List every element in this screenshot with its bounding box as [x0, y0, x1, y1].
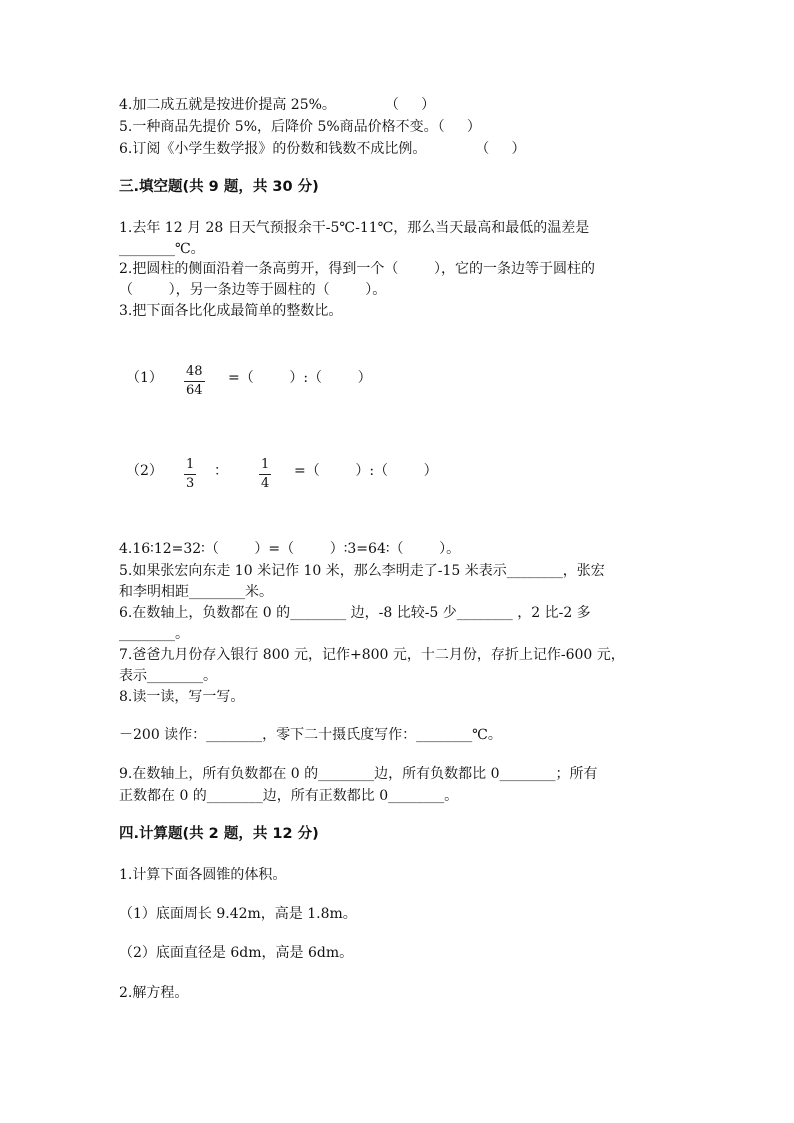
fill-question-6-line1: 6.在数轴上，负数都在 0 的________ 边，-8 比较-5 少________ ，2 比-2 多	[119, 605, 591, 621]
fill-question-4: 4.16∶12=32∶（ ）=（ ）∶3=64∶（ ）。	[119, 541, 461, 557]
fill-question-8: 8.读一读，写一写。	[119, 689, 245, 705]
ratio-part1-fraction	[184, 364, 205, 399]
calc-question-1-part2: （2）底面直径是 6dm，高是 6dm。	[119, 945, 354, 961]
fill-question-1-line2: ________℃。	[119, 241, 205, 257]
fraction-numerator: 48	[186, 364, 203, 379]
ratio-part2-colon: ：	[214, 463, 228, 479]
judge-question-5: 5.一种商品先提价 5%，后降价 5%商品价格不变。（ ）	[119, 119, 481, 135]
judge-question-4: 4.加二成五就是按进价提高 25%。 （ ）	[119, 97, 436, 113]
section-title-calculation: 四.计算题(共 2 题，共 12 分)	[119, 826, 319, 842]
ratio-part1-answer: =（ ）:（ ）	[228, 370, 372, 386]
fill-question-7-line1: 7.爸爸九月份存入银行 800 元，记作+800 元，十二月份，存折上记作-600 元，	[119, 647, 625, 663]
fraction-bar	[184, 474, 196, 475]
ratio-part2-answer: =（ ）:（ ）	[294, 463, 438, 479]
ratio-part2-fraction-a	[184, 457, 196, 492]
fill-question-9-line1: 9.在数轴上，所有负数都在 0 的________边，所有负数都比 0________；所有	[119, 766, 598, 782]
calc-question-1-part1: （1）底面周长 9.42m，高是 1.8m。	[119, 906, 357, 922]
ratio-part2-label: （2）	[126, 463, 163, 479]
fraction-denominator: 3	[186, 476, 195, 491]
fill-question-6-line2: ________。	[119, 626, 189, 642]
fill-question-5-line1: 5.如果张宏向东走 10 米记作 10 米，那么李明走了-15 米表示________，张宏	[119, 563, 605, 579]
fill-question-3: 3.把下面各比化成最简单的整数比。	[119, 303, 343, 319]
fraction-numerator: 1	[261, 457, 270, 472]
fill-question-2-line1: 2.把圆柱的侧面沿着一条高剪开，得到一个（ ），它的一条边等于圆柱的	[119, 261, 595, 277]
fill-question-8-blanks: －200 读作：________，零下二十摄氏度写作：________℃。	[119, 727, 502, 743]
fill-question-1-line1: 1.去年 12 月 28 日天气预报余干-5℃-11℃，那么当天最高和最低的温差是	[119, 220, 590, 236]
fraction-bar	[259, 474, 271, 475]
fraction-bar	[184, 381, 205, 382]
ratio-part2-fraction-b	[259, 457, 271, 492]
judge-question-6: 6.订阅《小学生数学报》的份数和钱数不成比例。 （ ）	[119, 141, 526, 157]
fill-question-9-line2: 正数都在 0 的________边，所有正数都比 0________。	[119, 788, 459, 804]
fraction-numerator: 1	[186, 457, 195, 472]
fill-question-7-line2: 表示________。	[119, 668, 217, 684]
fill-question-2-line2: （ ），另一条边等于圆柱的（ ）。	[119, 282, 387, 298]
section-title-fill-blank: 三.填空题(共 9 题，共 30 分)	[119, 179, 319, 195]
fill-question-5-line2: 和李明相距________米。	[119, 584, 273, 600]
fraction-denominator: 64	[186, 383, 203, 398]
calc-question-2: 2.解方程。	[119, 985, 189, 1001]
ratio-part1-label: （1）	[126, 370, 163, 386]
calc-question-1: 1.计算下面各圆锥的体积。	[119, 867, 287, 883]
fraction-denominator: 4	[261, 476, 270, 491]
